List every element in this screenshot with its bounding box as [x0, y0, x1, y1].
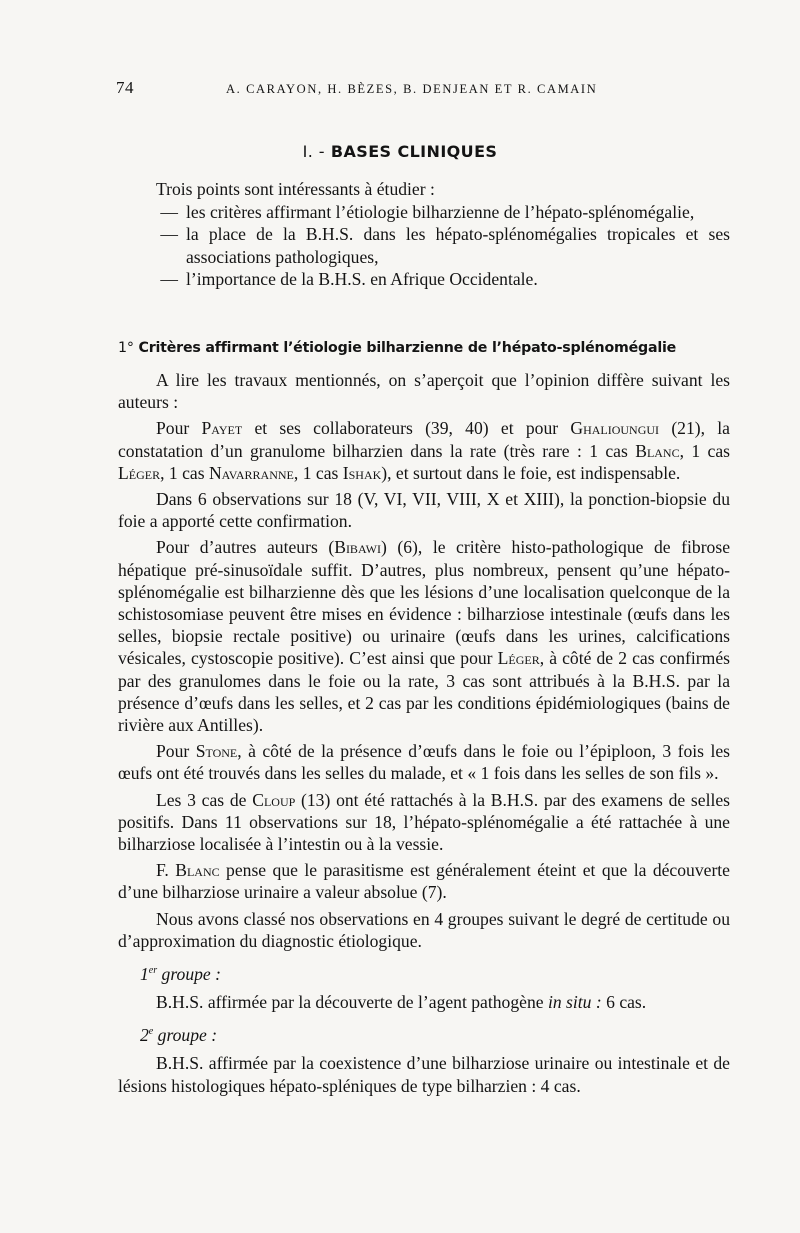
author-name: Ishak — [342, 462, 382, 483]
section-number: I. - — [302, 142, 325, 161]
paragraph: Dans 6 observations sur 18 (V, VI, VII, VIII, X et XIII), la ponction-biopsie du foie a apporté cette confirmation. — [118, 489, 730, 532]
section-title: BASES CLINIQUES — [330, 142, 498, 161]
intro-list-item — [118, 201, 730, 223]
paragraph: A lire les travaux mentionnés, on s’aperçoit que l’opinion diffère suivant les auteurs : — [118, 370, 730, 413]
italic-phrase: in situ : — [547, 992, 602, 1013]
section-heading — [0, 142, 800, 161]
group-title: 1er groupe : — [140, 963, 221, 984]
intro-block — [118, 178, 730, 290]
author-name: Blanc — [635, 440, 680, 461]
main-text — [118, 369, 730, 1101]
group-text: B.H.S. affirmée par la coexistence d’une bilharziose urinaire ou intestinale et de lésions histologiques hépato-spléniques de type bilharzien : 4 cas. — [118, 1053, 730, 1096]
author-name: Payet — [201, 418, 243, 439]
em-dash: — — [160, 224, 178, 245]
group-text: B.H.S. affirmée par la découverte de l’agent pathogène in situ : 6 cas. — [156, 992, 647, 1013]
author-name: Ghalioungui — [570, 418, 660, 439]
intro-list-text: l’importance de la B.H.S. en Afrique Occidentale. — [186, 268, 538, 289]
subsection-heading — [118, 340, 738, 356]
intro-lead: Trois points sont intéressants à étudier : — [156, 179, 435, 199]
running-head — [116, 78, 726, 102]
em-dash: — — [160, 268, 178, 289]
author-name: Cloup — [252, 789, 296, 810]
author-name: Léger — [118, 462, 161, 483]
author-name: Stone — [195, 741, 238, 762]
author-name: Léger — [497, 648, 540, 669]
em-dash: — — [160, 202, 178, 223]
author-name: Bibawi — [334, 537, 381, 558]
paragraph: Nous avons classé nos observations en 4 groupes suivant le degré de certitude ou d’approximation du diagnostic étiologique. — [118, 908, 730, 951]
paragraph: Pour d’autres auteurs (Bibawi) (6), le critère histo-pathologique de fibrose hépatique pré-sinusoïdale suffit. D’autres, plus nombreux, pensent qu’une hépato-splénomégalie est bilharzienne dès que les lésions d’une localisation quelconque de la schistosomiase peuvent être mises en évidence : bilharziose intestinale (œufs dans les selles, biopsie rectale positive) ou urinaire (œufs dans les urines, calcifications vésicales, cystoscopie positive). C’est ainsi que pour Léger, à côté de 2 cas confirmés par des granulomes dans le foie ou la rate, 3 cas sont attribués à la B.H.S. par la présence d’œufs dans les selles, et 2 cas par les conditions épidémiologiques (bains de rivière aux Antilles). — [118, 537, 731, 736]
intro-list-text: les critères affirmant l’étiologie bilharzienne de l’hépato-splénomégalie, — [186, 202, 695, 223]
author-name: Navarranne — [208, 462, 294, 483]
paragraph: F. Blanc pense que le parasitisme est généralement éteint et que la découverte d’une bilharziose urinaire a valeur absolue (7). — [118, 860, 730, 903]
paragraph: Pour Stone, à côté de la présence d’œufs dans le foie ou l’épiploon, 3 fois les œufs ont été trouvés dans les selles du malade, et « 1 fois dans les selles de son fils ». — [118, 741, 730, 784]
page-number: 74 — [116, 78, 134, 97]
intro-list-item — [118, 223, 730, 267]
group-title: 2e groupe : — [140, 1025, 218, 1046]
header-authors: A. CARAYON, H. BÈZES, B. DENJEAN ET R. CAMAIN — [226, 82, 598, 96]
author-name: Blanc — [175, 860, 220, 881]
subsection-title: Critères affirmant l’étiologie bilharzienne de l’hépato-splénomégalie — [138, 340, 677, 356]
intro-list-text: la place de la B.H.S. dans les hépato-splénomégalies tropicales et ses associations pathologiques, — [186, 224, 730, 267]
paragraph: Pour Payet et ses collaborateurs (39, 40) et pour Ghalioungui (21), la constatation d’un granulome bilharzien dans la rate (très rare : 1 cas Blanc, 1 cas Léger, 1 cas Navarranne, 1 cas Ishak), et surtout dans le foie, est indispensable. — [118, 418, 730, 483]
subsection-number: 1° — [118, 340, 134, 356]
intro-list-item — [118, 268, 730, 290]
paragraph: Les 3 cas de Cloup (13) ont été rattachés à la B.H.S. par des examens de selles positifs. Dans 11 observations sur 18, l’hépato-splénomégalie a été rattachée à une bilharziose localisée à l’intestin ou à la vessie. — [118, 789, 731, 855]
